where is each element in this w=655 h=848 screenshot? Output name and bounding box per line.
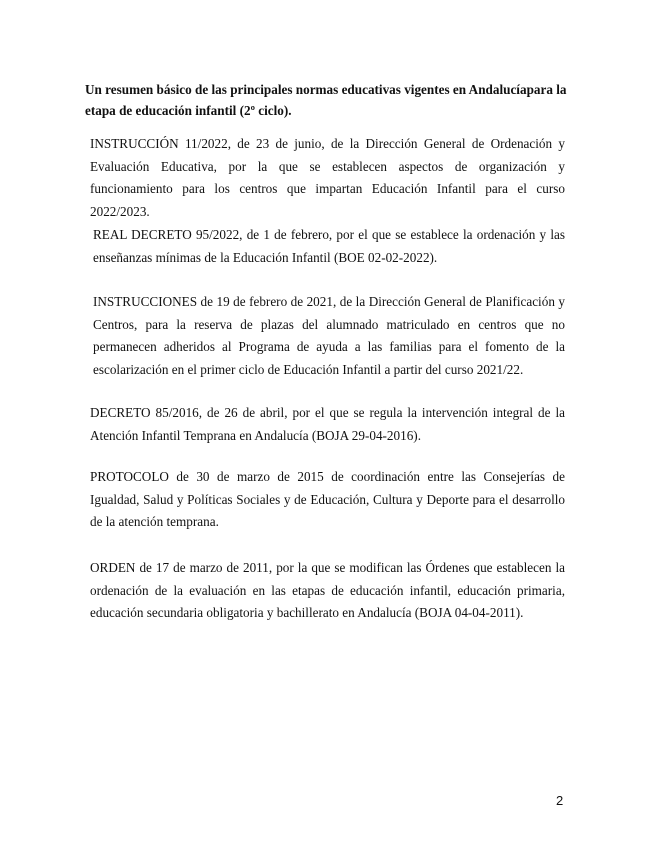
norm-paragraph-instrucciones-2021: INSTRUCCIONES de 19 de febrero de 2021, de la Dirección General de Planificación y Centros, para la reserva de plazas del alumnado matriculado en centros que no permanecen adheridos al Programa de ayuda a las familias para el fomento de la escolarización en el primer ciclo de Educación Infantil a partir del curso 2021/22. [93,294,565,377]
norm-paragraph-orden-2011: ORDEN de 17 de marzo de 2011, por la que se modifican las Órdenes que establecen la ordenación de la evaluación en las etapas de educación infantil, educación primaria, educación secundaria obligatoria y bachillerato en Andalucía (BOJA 04-04-2011). [90,560,565,620]
page-number: 2 [556,793,564,808]
document-title: Un resumen básico de las principales normas educativas vigentes en Andalucíapara la etapa de educación infantil (2º ciclo). [85,82,567,118]
norm-paragraph-real-decreto-2022: REAL DECRETO 95/2022, de 1 de febrero, por el que se establece la ordenación y las enseñanzas mínimas de la Educación Infantil (BOE 02-02-2022). [93,227,565,265]
norm-paragraph-instruccion-2022: INSTRUCCIÓN 11/2022, de 23 de junio, de la Dirección General de Ordenación y Evaluación Educativa, por la que se establecen aspectos de organización y funcionamiento para los centros que impartan Educación Infantil para el curso 2022/2023. [90,136,565,219]
norm-paragraph-decreto-2016: DECRETO 85/2016, de 26 de abril, por el que se regula la intervención integral de la Atención Infantil Temprana en Andalucía (BOJA 29-04-2016). [90,405,565,443]
norm-paragraph-protocolo-2015: PROTOCOLO de 30 de marzo de 2015 de coordinación entre las Consejerías de Igualdad, Salud y Políticas Sociales y de Educación, Cultura y Deporte para el desarrollo de la atención temprana. [90,469,565,529]
